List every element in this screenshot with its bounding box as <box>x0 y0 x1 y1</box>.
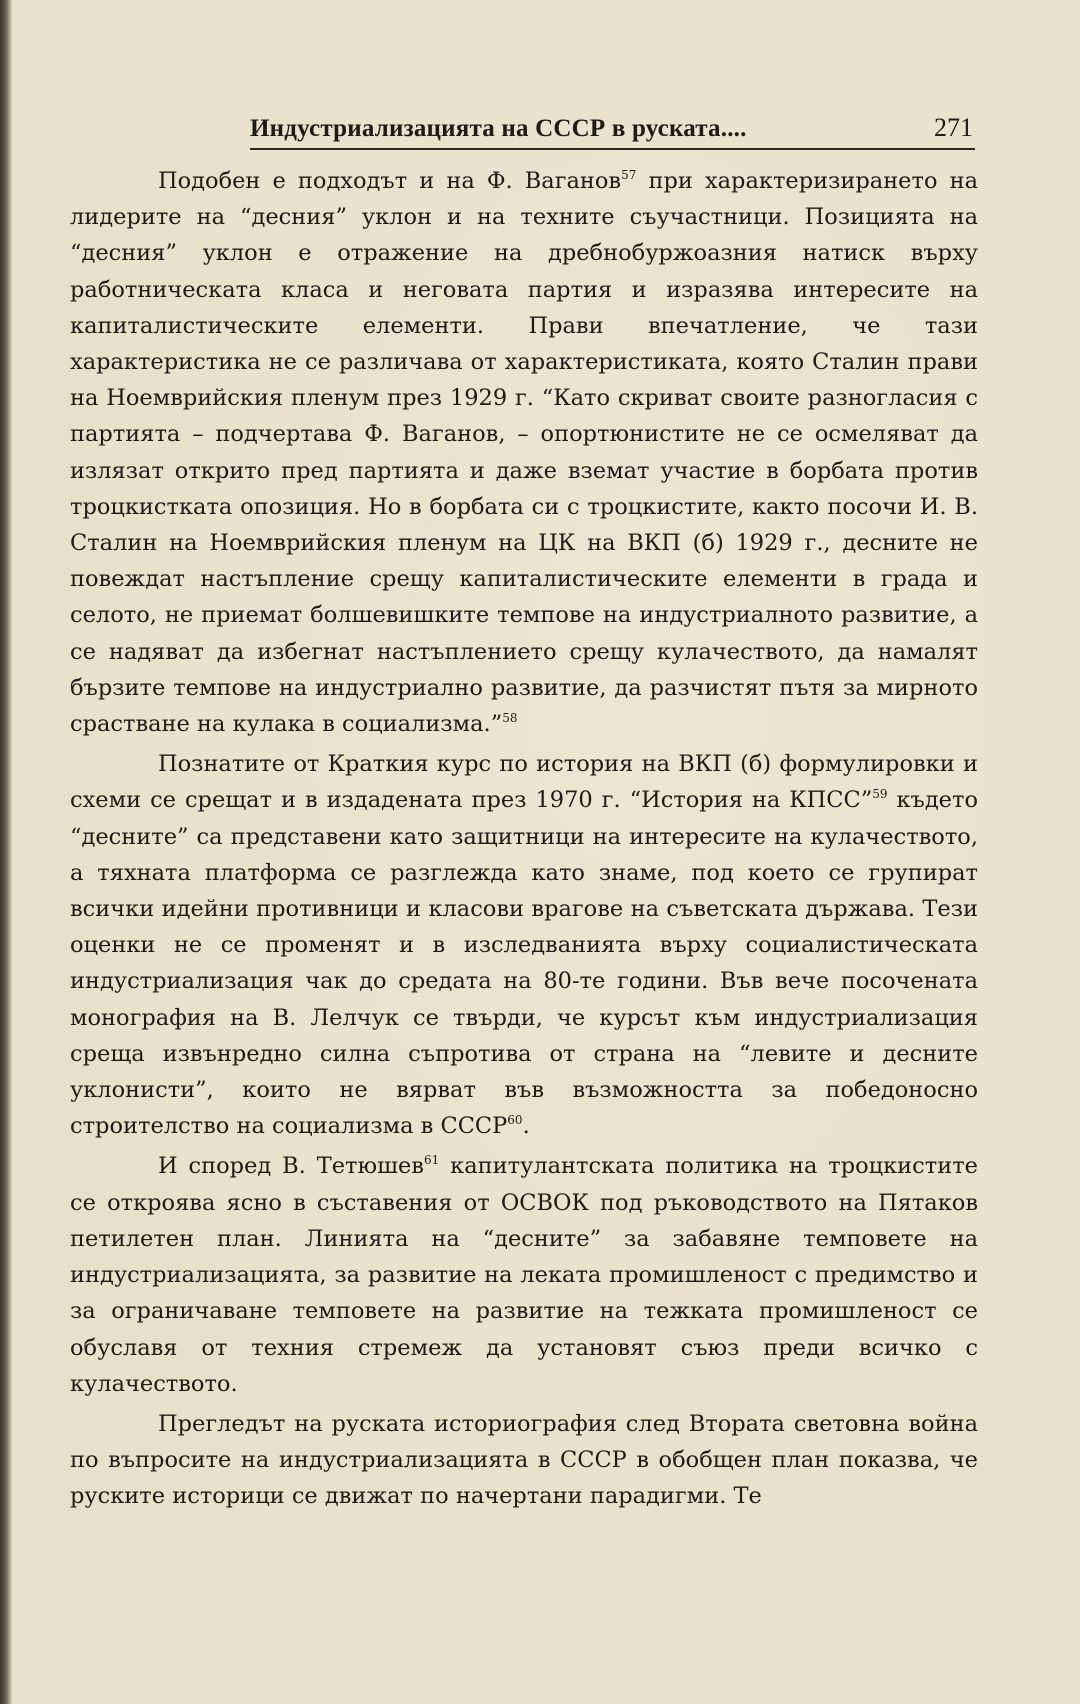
paragraph-text: . <box>522 1113 530 1140</box>
paragraph <box>70 1148 978 1401</box>
paragraph-text: Прегледът на руската историография след Втората световна война по въпросите на индустриализацията в СССР в обобщен план показва, че руските историци се движат по начертани парадигми. Те <box>70 1410 978 1510</box>
footnote-ref: 59 <box>872 787 888 802</box>
book-spine-edge <box>0 0 12 1704</box>
body-text <box>70 163 978 1515</box>
paragraph <box>70 1406 978 1515</box>
footnote-ref: 60 <box>507 1113 523 1128</box>
paragraph-text: капитулантската политика на троцкистите се откроява ясно в съставения от ОСВОК под ръководството на Пятаков петилетен план. Линията на “десните” за забавяне темповете на индустриализацията, за развитие на леката промишленост с предимство и за ограничаване темповете на развитие на тежката промишленост се обуславя от техния стремеж да установят съюз преди всичко с кулачеството. <box>70 1153 978 1397</box>
page-number: 271 <box>934 113 973 142</box>
footnote-ref: 57 <box>621 168 637 182</box>
paragraph-text: Познатите от Краткия курс по история на ВКП (б) формулировки и схеми се срещат и в издадената през 1970 г. “История на КПСС” <box>70 751 978 814</box>
running-title: Индустриализацията на СССР в руската.... <box>250 115 747 142</box>
paragraph <box>70 746 978 1144</box>
paragraph-text: при характеризирането на лидерите на “десния” уклон и на техните съучастници. Позицията на “десния” уклон е отражение на дребнобуржоазния натиск върху работническата класа и неговата партия и изразява интересите на капиталистическите елементи. Прави впечатление, че тази характеристика не се различава от характеристиката, която Сталин прави на Ноемврийския пленум през 1929 г. “Като скриват своите разногласия с партията – подчертава Ф. Ваганов, – опортюнистите не се осмеляват да излязат открито пред партията и даже вземат участие в борбата против троцкистката опозиция. Но в борбата си с троцкистите, както посочи И. В. Сталин на Ноемврийския пленум на ЦК на ВКП (б) 1929 г., десните не повеждат настъпление срещу капиталистическите елементи в града и селото, не приемат болшевишките темпове на индустриалното развитие, а се надяват да избегнат настъплението срещу кулачеството, да намалят бързите темпове на индустриално развитие, да разчистят пътя за мирното срастване на кулака в социализма.” <box>70 168 978 738</box>
paragraph-text: където “десните” са представени като защитници на интересите на кулачеството, а тяхната платформа се разглежда като знаме, под което се групират всички идейни противници и класови врагове на съветската държава. Тези оценки не се променят и в изследванията върху социалистическата индустриализация чак до средата на 80-те години. Във вече посочената монография на В. Лелчук се твърди, че курсът към индустриализация среща извънредно силна съпротива от страна на “левите и десните уклонисти”, които не вярват във възможността за победоносно строителство на социализма в СССР <box>70 787 978 1140</box>
footnote-ref: 58 <box>502 711 518 726</box>
paragraph <box>70 163 978 742</box>
running-header <box>250 112 975 150</box>
paragraph-text: Подобен е подходът и на Ф. Ваганов <box>158 168 622 194</box>
footnote-ref: 61 <box>423 1153 440 1168</box>
paragraph-text: И според В. Тетюшев <box>158 1153 424 1180</box>
